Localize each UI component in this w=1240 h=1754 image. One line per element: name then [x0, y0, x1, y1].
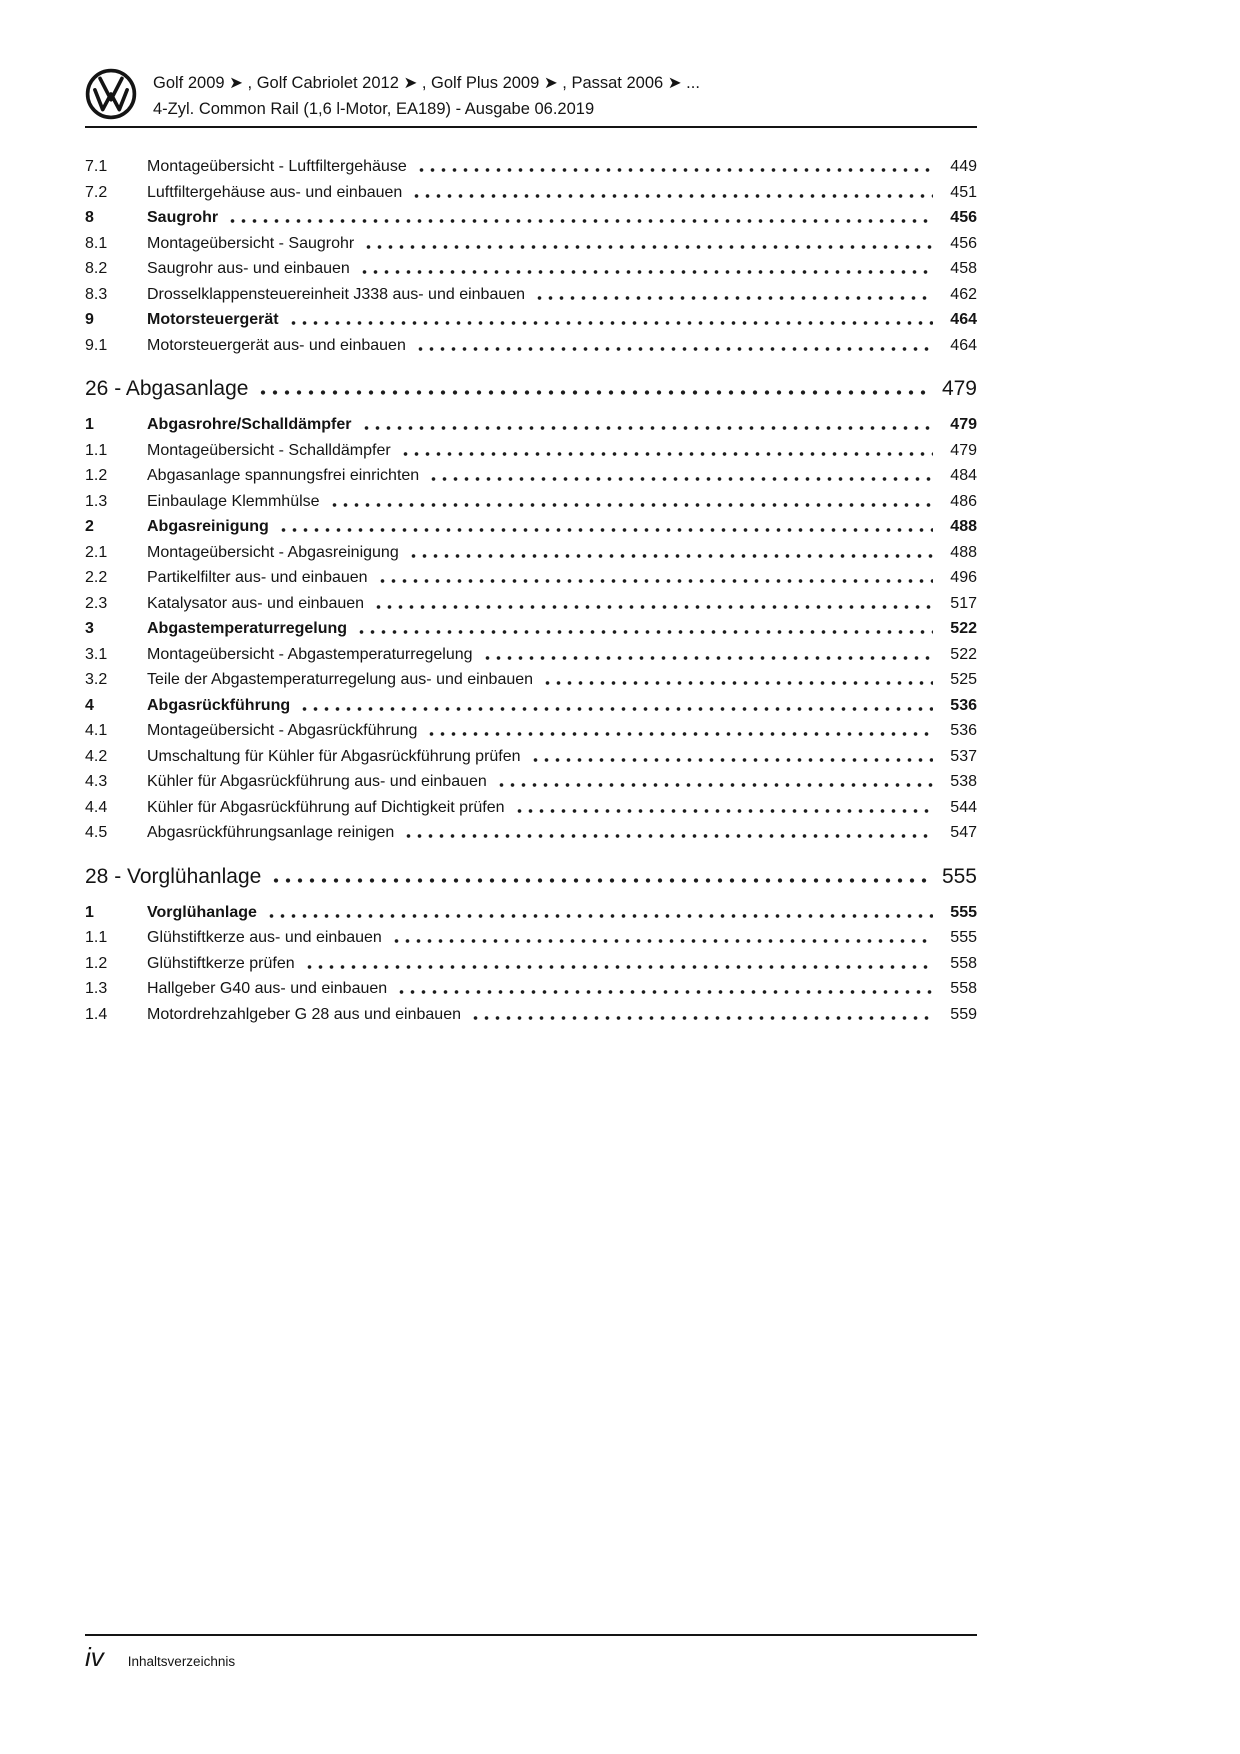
- dot-leader: [514, 795, 933, 821]
- dot-leader: [534, 282, 933, 308]
- entry-title: Motorsteuergerät aus- und einbauen: [147, 336, 406, 354]
- entry-number: 1: [85, 903, 94, 921]
- entry-number: 8.2: [85, 260, 108, 277]
- entry-page-number: 558: [950, 980, 977, 997]
- entry-number: 3.2: [85, 671, 108, 688]
- footer-page-number: iv: [85, 1642, 104, 1672]
- entry-number: 3.1: [85, 645, 108, 663]
- toc-entry-row: [85, 463, 977, 489]
- dot-leader: [377, 565, 933, 591]
- dot-leader: [416, 154, 933, 180]
- entry-number: 1.4: [85, 1005, 108, 1023]
- footer-label: Inhaltsverzeichnis: [127, 1654, 236, 1669]
- dot-leader: [428, 463, 933, 489]
- entry-title: Saugrohr: [147, 209, 219, 226]
- entry-title: Umschaltung für Kühler für Abgasrückführung prüfen: [147, 747, 521, 765]
- entry-number: 4.3: [85, 773, 108, 790]
- entry-title: Teile der Abgastemperaturregelung aus- und einbauen: [147, 671, 534, 688]
- entry-title: Montageübersicht - Luftfiltergehäuse: [147, 158, 407, 175]
- entry-number: 1: [85, 416, 94, 433]
- toc-entry-row: [85, 642, 977, 668]
- toc-entry-row: [85, 769, 977, 795]
- entry-page-number: 555: [950, 903, 977, 921]
- toc-entry-row: [85, 951, 977, 977]
- dot-leader: [359, 256, 933, 282]
- entry-page-number: 486: [950, 492, 977, 510]
- entry-page-number: 544: [950, 798, 977, 816]
- toc-entry-row: [85, 1002, 977, 1028]
- entry-page-number: 484: [950, 467, 977, 484]
- entry-title: Abgasreinigung: [147, 518, 269, 535]
- entry-number: 2: [85, 518, 94, 535]
- toc-entry-row: [85, 795, 977, 821]
- entry-number: 9.1: [85, 336, 108, 354]
- dot-leader: [270, 863, 932, 891]
- entry-title: Motorsteuergerät: [147, 311, 279, 328]
- entry-title: Drosselklappensteuereinheit J338 aus- und einbauen: [147, 285, 526, 303]
- entry-page-number: 547: [950, 824, 977, 841]
- dot-leader: [530, 744, 933, 770]
- chapter-title: 28 - Vorglühanlage: [85, 864, 262, 888]
- dot-leader: [329, 489, 933, 515]
- toc-entry-row: [85, 231, 977, 257]
- entry-number: 4.5: [85, 824, 108, 841]
- dot-leader: [266, 900, 933, 926]
- entry-page-number: 479: [950, 441, 977, 459]
- dot-leader: [482, 642, 933, 668]
- entry-number: 4: [85, 696, 94, 714]
- entry-title: Saugrohr aus- und einbauen: [147, 260, 350, 277]
- entry-page-number: 522: [950, 620, 977, 637]
- entry-page-number: 538: [950, 773, 977, 790]
- entry-title: Abgastemperaturregelung: [147, 620, 348, 637]
- entry-number: 2.1: [85, 543, 108, 561]
- entry-title: Partikelfilter aus- und einbauen: [147, 569, 368, 586]
- chapter-title: 26 - Abgasanlage: [85, 377, 249, 400]
- entry-number: 8: [85, 209, 94, 226]
- toc-entry-row: [85, 667, 977, 693]
- entry-page-number: 464: [950, 311, 977, 328]
- toc-entry-row: [85, 591, 977, 617]
- toc-entry-row: [85, 718, 977, 744]
- entry-page-number: 462: [950, 285, 977, 303]
- header-engine-line: 4-Zyl. Common Rail (1,6 l-Motor, EA189) - Ausgabe 06.2019: [153, 100, 595, 118]
- entry-page-number: 522: [950, 645, 977, 663]
- footer-row: [85, 1642, 977, 1672]
- entry-number: 1.2: [85, 954, 108, 972]
- entry-title: Abgasanlage spannungsfrei einrichten: [147, 467, 420, 484]
- entry-page-number: 456: [950, 234, 977, 252]
- dot-leader: [400, 438, 933, 464]
- entry-page-number: 558: [950, 954, 977, 972]
- dot-leader: [356, 616, 933, 642]
- dot-leader: [299, 693, 933, 719]
- dot-leader: [396, 976, 933, 1002]
- page-footer: [85, 1634, 977, 1672]
- entry-title: Montageübersicht - Saugrohr: [147, 234, 355, 252]
- entry-number: 1.1: [85, 441, 108, 459]
- entry-number: 3: [85, 620, 94, 637]
- dot-leader: [361, 412, 934, 438]
- dot-leader: [496, 769, 933, 795]
- dot-leader: [304, 951, 933, 977]
- header-divider: [85, 126, 977, 128]
- entry-title: Glühstiftkerze aus- und einbauen: [147, 929, 382, 946]
- chapter-heading-row: [85, 863, 977, 891]
- dot-leader: [227, 205, 933, 231]
- page-header: [85, 66, 977, 122]
- toc-entry-row: [85, 205, 977, 231]
- dot-leader: [288, 307, 933, 333]
- entry-title: Einbaulage Klemmhülse: [147, 492, 320, 510]
- entry-page-number: 536: [950, 696, 977, 714]
- dot-leader: [470, 1002, 933, 1028]
- entry-number: 4.1: [85, 722, 108, 739]
- entry-page-number: 536: [950, 722, 977, 739]
- entry-number: 8.1: [85, 234, 108, 252]
- dot-leader: [542, 667, 933, 693]
- dot-leader: [426, 718, 933, 744]
- dot-leader: [408, 540, 933, 566]
- entry-page-number: 525: [950, 671, 977, 688]
- entry-title: Kühler für Abgasrückführung aus- und einbauen: [147, 773, 487, 790]
- dot-leader: [363, 231, 933, 257]
- entry-number: 1.3: [85, 492, 108, 510]
- entry-page-number: 449: [950, 158, 977, 175]
- entry-number: 4.2: [85, 747, 108, 765]
- toc-entry-row: [85, 820, 977, 846]
- dot-leader: [403, 820, 933, 846]
- entry-title: Abgasrohre/Schalldämpfer: [147, 416, 352, 433]
- toc-entry-row: [85, 154, 977, 180]
- footer-divider: [85, 1634, 977, 1636]
- entry-number: 8.3: [85, 285, 108, 303]
- entry-title: Luftfiltergehäuse aus- und einbauen: [147, 183, 403, 201]
- chapter-heading-row: [85, 375, 977, 403]
- entry-page-number: 517: [950, 594, 977, 612]
- entry-number: 7.2: [85, 183, 108, 201]
- toc-entry-row: [85, 565, 977, 591]
- toc-entry-row: [85, 307, 977, 333]
- entry-number: 2.2: [85, 569, 108, 586]
- toc-entry-row: [85, 333, 977, 359]
- entry-page-number: 488: [950, 543, 977, 561]
- chapter-page-number: 479: [941, 377, 977, 400]
- header-text: [153, 66, 700, 122]
- entry-title: Montageübersicht - Schalldämpfer: [147, 441, 391, 459]
- entry-title: Montageübersicht - Abgasrückführung: [147, 722, 418, 739]
- dot-leader: [373, 591, 933, 617]
- dot-leader: [278, 514, 933, 540]
- entry-page-number: 496: [950, 569, 977, 586]
- header-models-line: Golf 2009 ➤ , Golf Cabriolet 2012 ➤ , Golf Plus 2009 ➤ , Passat 2006 ➤ ...: [153, 74, 700, 92]
- toc: [85, 154, 977, 1027]
- entry-title: Motordrehzahlgeber G 28 aus und einbauen: [147, 1005, 461, 1023]
- entry-title: Montageübersicht - Abgasreinigung: [147, 543, 399, 561]
- toc-entry-row: [85, 925, 977, 951]
- entry-number: 2.3: [85, 594, 108, 612]
- toc-entry-row: [85, 976, 977, 1002]
- toc-entry-row: [85, 256, 977, 282]
- entry-title: Abgasrückführungsanlage reinigen: [147, 824, 395, 841]
- dot-leader: [391, 925, 933, 951]
- entry-page-number: 451: [950, 183, 977, 201]
- entry-number: 4.4: [85, 798, 108, 816]
- toc-entry-row: [85, 412, 977, 438]
- dot-leader: [257, 375, 931, 403]
- entry-page-number: 537: [950, 747, 977, 765]
- entry-page-number: 458: [950, 260, 977, 277]
- toc-entry-row: [85, 282, 977, 308]
- entry-page-number: 555: [950, 929, 977, 946]
- toc-entry-row: [85, 489, 977, 515]
- entry-title: Glühstiftkerze prüfen: [147, 954, 295, 972]
- entry-title: Katalysator aus- und einbauen: [147, 594, 365, 612]
- toc-entry-row: [85, 438, 977, 464]
- entry-title: Kühler für Abgasrückführung auf Dichtigkeit prüfen: [147, 798, 505, 816]
- dot-leader: [415, 333, 933, 359]
- toc-entry-row: [85, 693, 977, 719]
- entry-number: 7.1: [85, 158, 108, 175]
- entry-title: Abgasrückführung: [147, 696, 291, 714]
- entry-title: Hallgeber G40 aus- und einbauen: [147, 980, 388, 997]
- toc-entry-row: [85, 514, 977, 540]
- chapter-page-number: 555: [941, 864, 977, 888]
- toc-entry-row: [85, 616, 977, 642]
- entry-number: 1.1: [85, 929, 108, 946]
- entry-title: Montageübersicht - Abgastemperaturregelung: [147, 645, 473, 663]
- entry-page-number: 464: [950, 336, 977, 354]
- toc-entry-row: [85, 180, 977, 206]
- entry-title: Vorglühanlage: [147, 903, 257, 921]
- entry-page-number: 488: [950, 518, 977, 535]
- vw-logo-icon: [85, 68, 137, 120]
- entry-page-number: 479: [950, 416, 977, 433]
- entry-number: 9: [85, 311, 94, 328]
- entry-page-number: 456: [950, 209, 977, 226]
- entry-number: 1.2: [85, 467, 108, 484]
- entry-page-number: 559: [950, 1005, 977, 1023]
- toc-entry-row: [85, 744, 977, 770]
- toc-entry-row: [85, 900, 977, 926]
- toc-entry-row: [85, 540, 977, 566]
- entry-number: 1.3: [85, 980, 108, 997]
- dot-leader: [411, 180, 933, 206]
